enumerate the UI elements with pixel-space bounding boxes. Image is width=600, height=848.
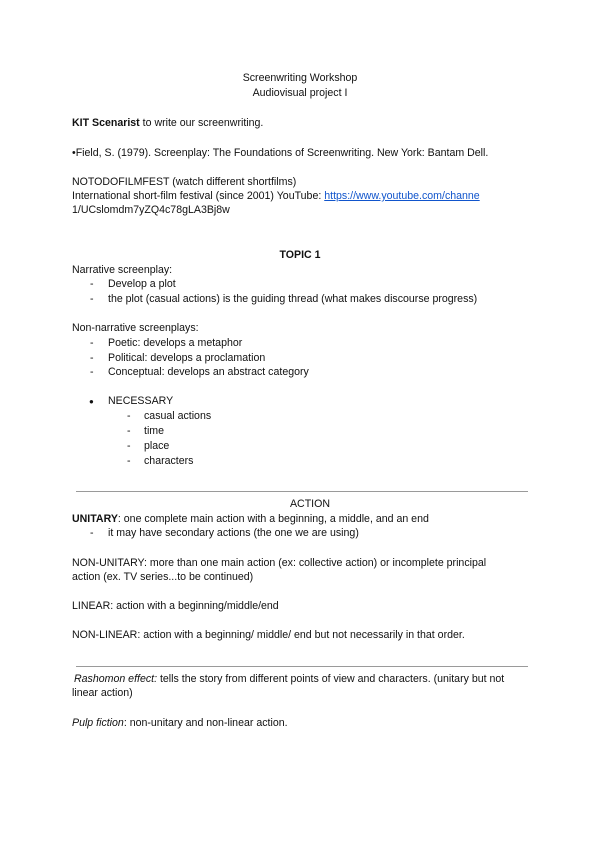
- dash-marker: -: [90, 293, 94, 305]
- dash-marker: -: [127, 425, 131, 437]
- necessary-item: time: [144, 425, 165, 437]
- section-divider: [76, 666, 528, 667]
- non-unitary-line-1: NON-UNITARY: more than one main action (ex: collective action) or incomplete principal: [72, 557, 487, 569]
- festival-line-2: [72, 190, 480, 203]
- rashomon-rest: tells the story from different points of view and characters. (unitary but not: [157, 673, 505, 685]
- bullet-marker: ●: [89, 397, 94, 406]
- dash-marker: -: [90, 366, 94, 378]
- kit-scenarist-line: [72, 117, 263, 130]
- necessary-label: NECESSARY: [108, 395, 174, 407]
- youtube-link[interactable]: https://www.youtube.com/channe: [324, 190, 480, 202]
- document-title: Screenwriting Workshop: [242, 72, 358, 84]
- rashomon-line-1: [74, 673, 504, 686]
- non-linear-definition: NON-LINEAR: action with a beginning/ middle/ end but not necessarily in that order.: [72, 629, 465, 641]
- dash-marker: -: [90, 278, 94, 290]
- narrative-label: Narrative screenplay:: [72, 264, 173, 276]
- unitary-line: [72, 513, 429, 526]
- rashomon-italic: Rashomon effect:: [74, 673, 158, 685]
- non-narrative-item: Conceptual: develops an abstract category: [108, 366, 309, 378]
- unitary-rest: : one complete main action with a beginning, a middle, and an end: [117, 513, 429, 525]
- dash-marker: -: [127, 410, 131, 422]
- necessary-item: casual actions: [144, 410, 212, 422]
- non-narrative-item: Political: develops a proclamation: [108, 352, 266, 364]
- non-unitary-line-2: action (ex. TV series...to be continued): [72, 571, 254, 583]
- unitary-sub-item: it may have secondary actions (the one we are using): [108, 527, 359, 539]
- kit-scenarist-rest: to write our screenwriting.: [139, 117, 264, 129]
- dash-marker: -: [127, 455, 131, 467]
- kit-scenarist-bold: KIT Scenarist: [72, 117, 140, 129]
- dash-marker: -: [127, 440, 131, 452]
- non-narrative-label: Non-narrative screenplays:: [72, 322, 199, 334]
- rashomon-line-2: linear action): [72, 687, 133, 699]
- pulp-fiction-italic: Pulp fiction: [72, 717, 124, 729]
- dash-marker: -: [90, 527, 94, 539]
- dash-marker: -: [90, 337, 94, 349]
- topic-1-heading: TOPIC 1: [279, 249, 321, 261]
- festival-line-2-text: International short-film festival (since 2001) YouTube:: [72, 190, 325, 202]
- narrative-item: the plot (casual actions) is the guiding thread (what makes discourse progress): [108, 293, 478, 305]
- necessary-item: characters: [144, 455, 194, 467]
- document-subtitle: Audiovisual project I: [252, 87, 348, 99]
- linear-definition: LINEAR: action with a beginning/middle/end: [72, 600, 279, 612]
- action-heading: ACTION: [289, 498, 331, 510]
- pulp-fiction-line: [72, 717, 288, 730]
- field-reference: •Field, S. (1979). Screenplay: The Foundations of Screenwriting. New York: Bantam Dell.: [72, 147, 489, 159]
- youtube-link-continued[interactable]: 1/UCslomdm7yZQ4c78gLA3Bj8w: [72, 204, 230, 216]
- necessary-item: place: [144, 440, 170, 452]
- unitary-bold: UNITARY: [72, 513, 118, 525]
- festival-line-1: NOTODOFILMFEST (watch different shortfilms): [72, 176, 297, 188]
- dash-marker: -: [90, 352, 94, 364]
- section-divider: [76, 491, 528, 492]
- narrative-item: Develop a plot: [108, 278, 176, 290]
- pulp-fiction-rest: : non-unitary and non-linear action.: [123, 717, 288, 729]
- non-narrative-item: Poetic: develops a metaphor: [108, 337, 243, 349]
